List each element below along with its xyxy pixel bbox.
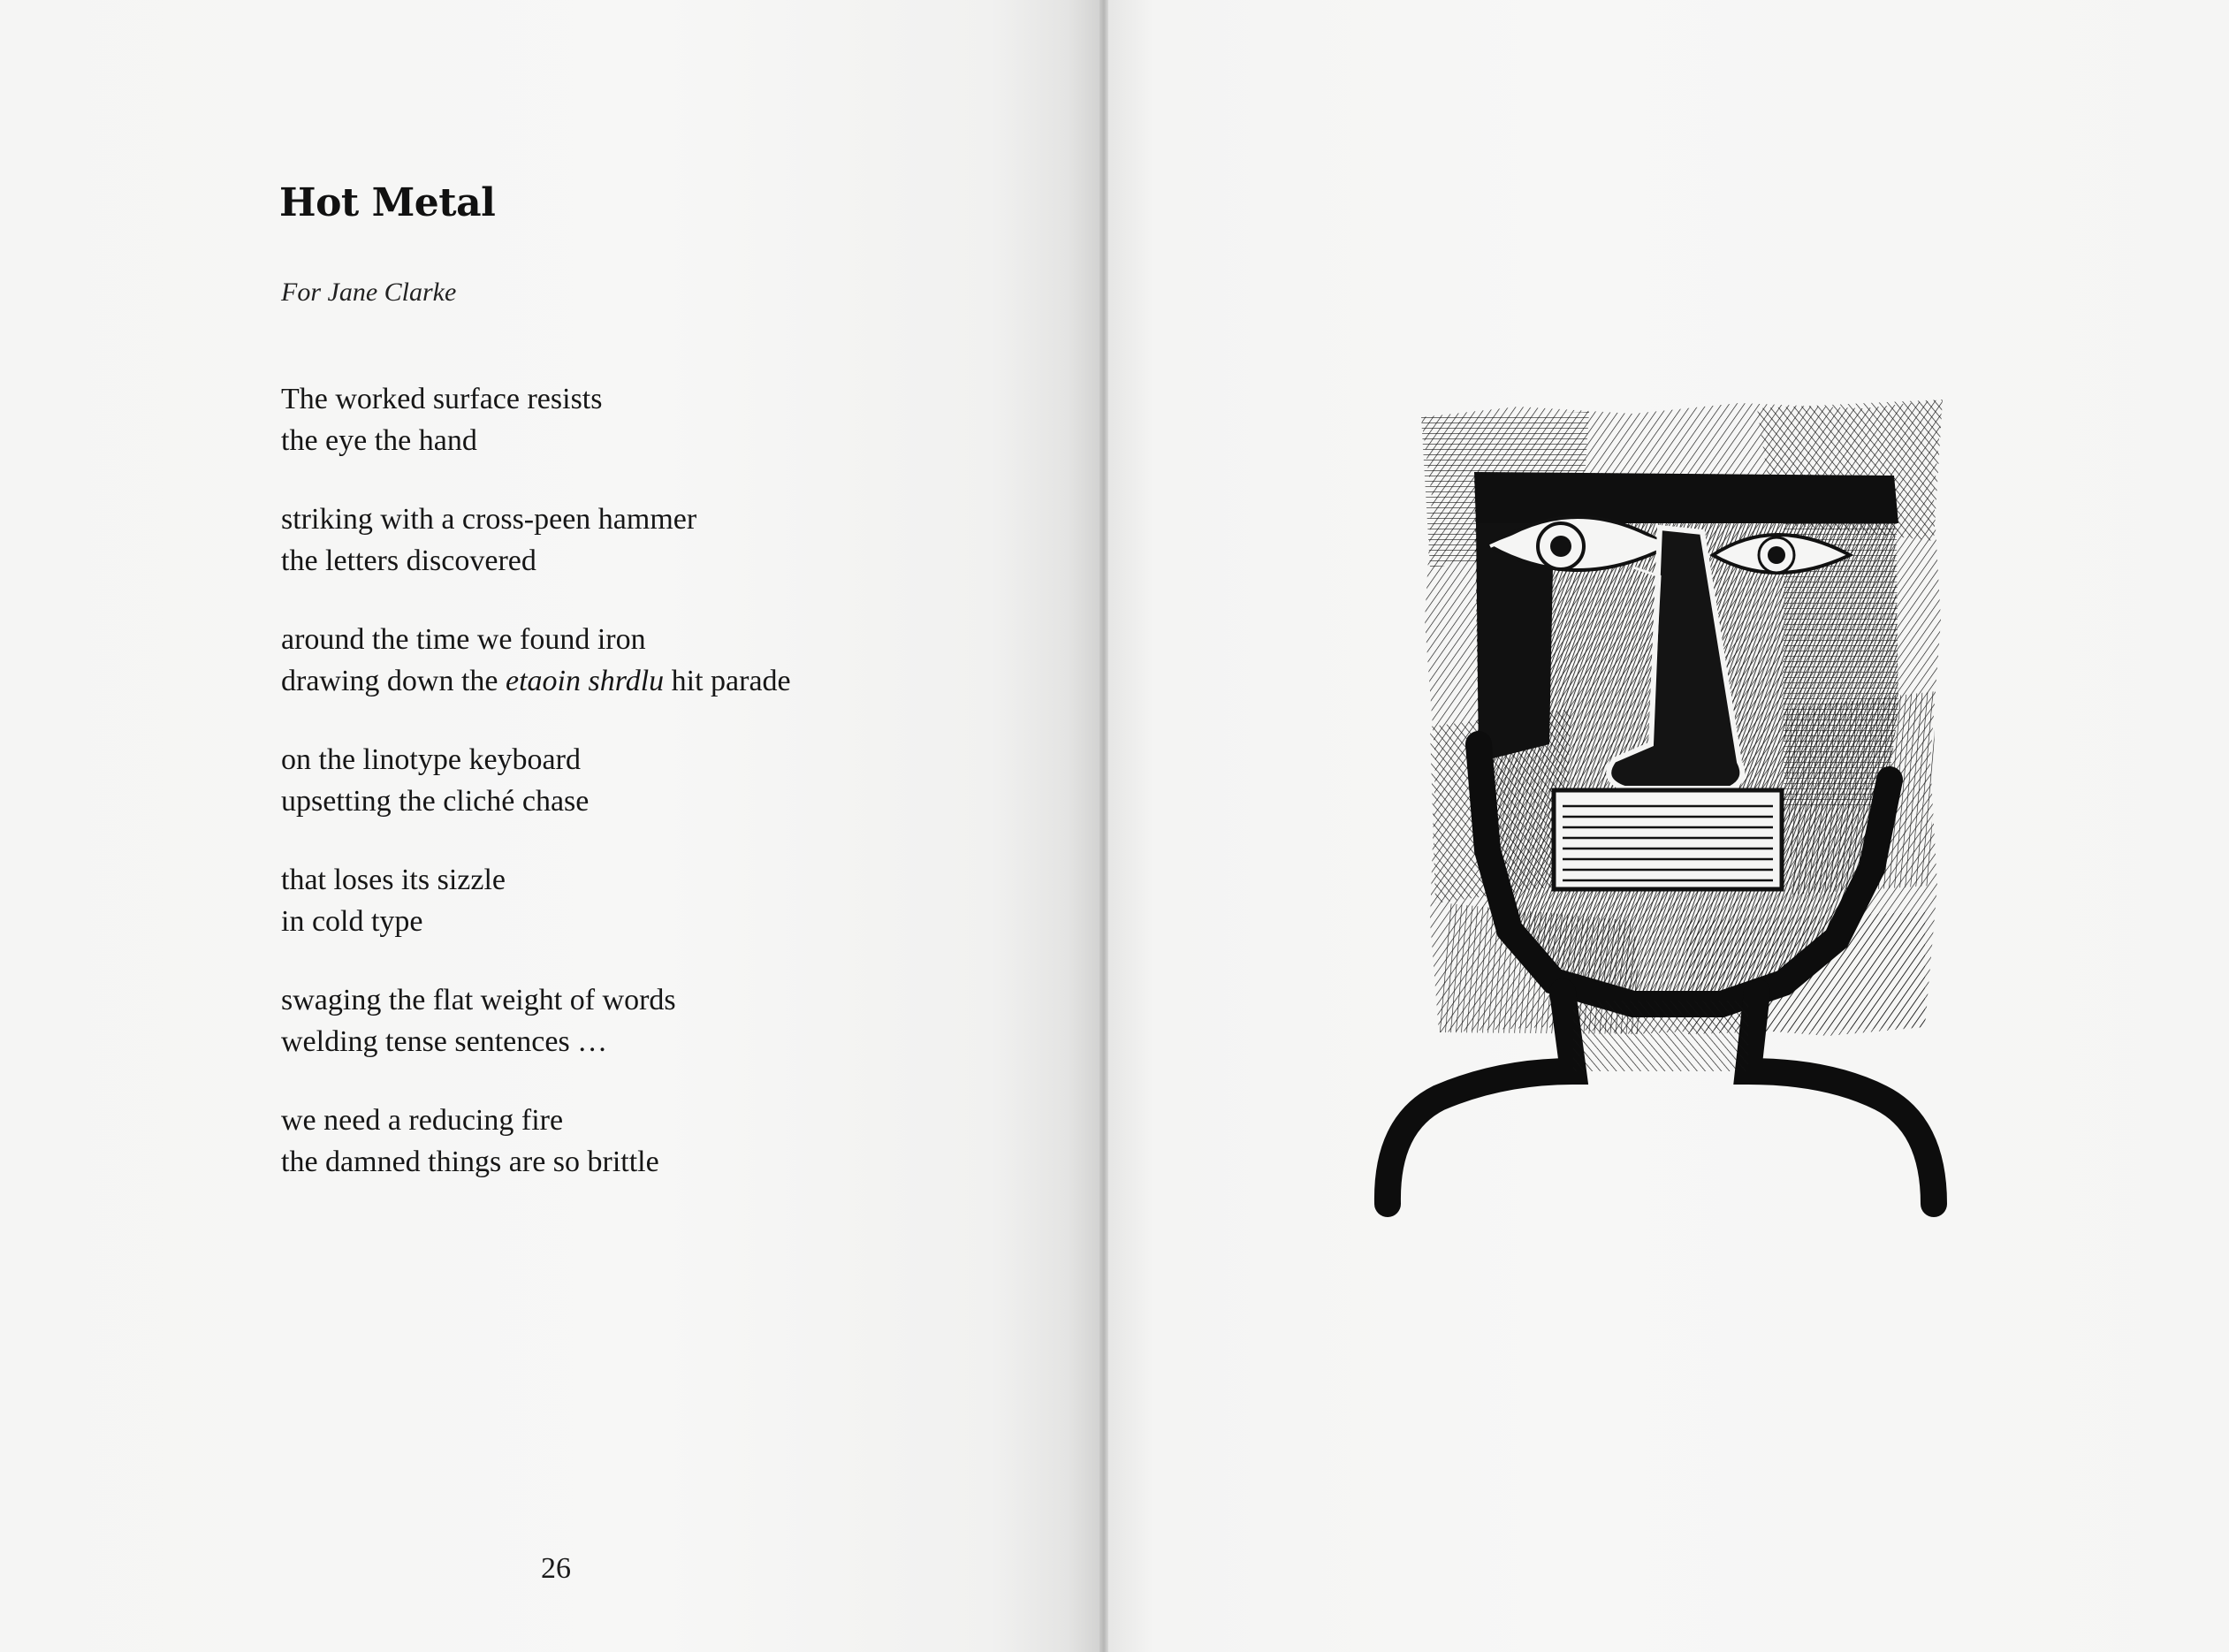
stanza	[281, 859, 791, 942]
poem-line: upsetting the cliché chase	[281, 785, 590, 818]
page-number: 26	[541, 1552, 571, 1585]
stanza	[281, 619, 791, 702]
poem-line: the letters discovered	[281, 544, 536, 577]
stanza	[281, 979, 791, 1062]
face-illustration	[1368, 391, 1951, 1222]
poem-line: the eye the hand	[281, 424, 477, 457]
poem-title: Hot Metal	[279, 180, 496, 225]
poem-line: striking with a cross-peen hammer	[281, 503, 697, 536]
poem-line-text: hit parade	[664, 665, 791, 697]
poem-line	[281, 660, 791, 702]
poem-line: we need a reducing fire	[281, 1104, 564, 1137]
book-gutter	[1099, 0, 1108, 1652]
poem-line: in cold type	[281, 905, 423, 938]
poem-line-italic: etaoin shrdlu	[506, 665, 665, 697]
poem-line: swaging the flat weight of words	[281, 984, 676, 1016]
poem-body	[281, 378, 791, 1220]
poem-line: welding tense sentences …	[281, 1025, 608, 1058]
stanza	[281, 739, 791, 822]
stanza	[281, 378, 791, 461]
stanza	[281, 1100, 791, 1183]
poem-line: around the time we found iron	[281, 623, 646, 656]
poem-line: the damned things are so brittle	[281, 1146, 659, 1178]
poem-line-text: drawing down the	[281, 665, 506, 697]
left-page	[0, 0, 1101, 1652]
poem-line: on the linotype keyboard	[281, 743, 581, 776]
stanza	[281, 499, 791, 582]
poem-dedication: For Jane Clarke	[281, 278, 457, 307]
poem-line: that loses its sizzle	[281, 864, 506, 896]
face	[1474, 472, 1898, 1004]
poem-line: The worked surface resists	[281, 383, 603, 415]
